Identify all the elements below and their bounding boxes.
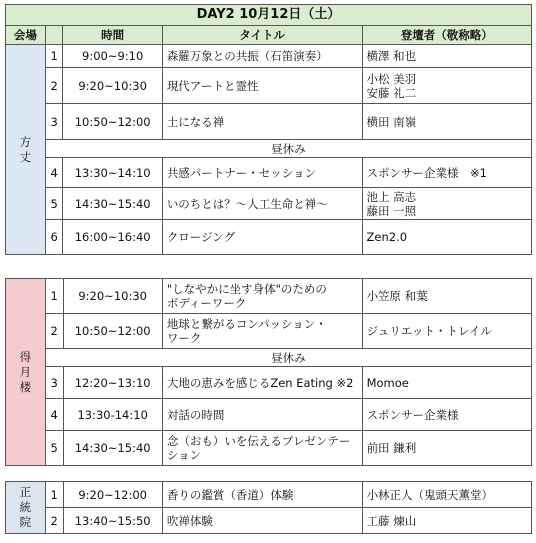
session-time: 9:20~12:00 — [63, 482, 162, 508]
session-number: 5 — [45, 431, 63, 466]
session-time: 10:50~12:00 — [63, 314, 162, 349]
session-number: 1 — [45, 45, 63, 68]
header-time: 時間 — [63, 26, 162, 45]
session-speaker: Zen2.0 — [362, 220, 531, 255]
session-row — [6, 220, 532, 255]
session-row — [6, 482, 532, 508]
session-time: 13:30-14:10 — [63, 399, 162, 431]
venue-name: 得月楼 — [19, 349, 32, 394]
session-time: 16:00~16:40 — [63, 220, 162, 255]
session-title: 対話の時間 — [162, 399, 362, 431]
session-title: 香りの鑑賞（香道）体験 — [162, 482, 362, 508]
session-title: 大地の恵みを感じるZen Eating ※2 — [162, 367, 362, 399]
session-row — [6, 431, 532, 466]
session-title: 吹禅体験 — [162, 508, 362, 534]
session-row — [6, 399, 532, 431]
session-time: 9:20~10:30 — [63, 68, 162, 104]
session-number: 4 — [45, 158, 63, 188]
break-row — [6, 349, 532, 367]
session-speaker: 小松 美羽 安藤 礼二 — [362, 68, 531, 104]
session-number: 5 — [45, 188, 63, 220]
session-title: "しなやかに坐す身体"のための ボディーワーク — [162, 279, 362, 314]
session-number: 6 — [45, 220, 63, 255]
session-speaker: 工藤 煉山 — [362, 508, 531, 534]
venue-cell — [6, 279, 46, 466]
session-speaker: ジュリエット・トレイル — [362, 314, 531, 349]
session-row — [6, 104, 532, 140]
session-number: 3 — [45, 104, 63, 140]
session-speaker: スポンサー企業様 ※1 — [362, 158, 531, 188]
session-speaker: 横澤 和也 — [362, 45, 531, 68]
session-speaker: 横田 南嶺 — [362, 104, 531, 140]
session-title: 念（おも）いを伝えるプレゼンテー ション — [162, 431, 362, 466]
header-title: タイトル — [162, 26, 362, 45]
session-row — [6, 188, 532, 220]
session-speaker: 池上 高志 藤田 一照 — [362, 188, 531, 220]
session-number: 3 — [45, 367, 63, 399]
lunch-break: 昼休み — [45, 349, 531, 367]
session-time: 14:30~15:40 — [63, 431, 162, 466]
session-title: 森羅万象との共振（石笛演奏） — [162, 45, 362, 68]
session-time: 9:20~10:30 — [63, 279, 162, 314]
session-time: 13:30~14:10 — [63, 158, 162, 188]
session-number: 4 — [45, 399, 63, 431]
session-title: 地球と繋がるコンパッション・ ワーク — [162, 314, 362, 349]
session-row — [6, 367, 532, 399]
session-title: クロージング — [162, 220, 362, 255]
session-time: 13:40~15:50 — [63, 508, 162, 534]
session-speaker: スポンサー企業様 — [362, 399, 531, 431]
venue-name: 方丈 — [19, 134, 32, 164]
venue-name: 正統院 — [19, 485, 32, 529]
session-speaker: 小笠原 和葉 — [362, 279, 531, 314]
header-row — [6, 26, 532, 45]
session-time: 14:30~15:40 — [63, 188, 162, 220]
schedule-table-tokugetsurou — [5, 278, 532, 466]
venue-cell — [6, 482, 46, 534]
session-time: 12:20~13:10 — [63, 367, 162, 399]
session-row — [6, 508, 532, 534]
lunch-break: 昼休み — [45, 140, 531, 158]
session-speaker: 前田 鎌利 — [362, 431, 531, 466]
schedule-title: DAY2 10月12日（土） — [6, 5, 532, 26]
session-number: 1 — [45, 279, 63, 314]
session-title: 土になる禅 — [162, 104, 362, 140]
session-time: 9:00~9:10 — [63, 45, 162, 68]
session-row — [6, 314, 532, 349]
session-row — [6, 45, 532, 68]
session-row — [6, 279, 532, 314]
session-title: 現代アートと霊性 — [162, 68, 362, 104]
session-number: 1 — [45, 482, 63, 508]
session-speaker: Momoe — [362, 367, 531, 399]
session-speaker: 小林正人（鬼頭天薫堂） — [362, 482, 531, 508]
session-number: 2 — [45, 314, 63, 349]
session-number: 2 — [45, 68, 63, 104]
session-number: 2 — [45, 508, 63, 534]
session-title: いのちとは？～人工生命と禅～ — [162, 188, 362, 220]
session-title: 共感パートナー・セッション — [162, 158, 362, 188]
venue-cell — [6, 45, 46, 255]
header-venue: 会場 — [6, 26, 46, 45]
header-speaker: 登壇者（敬称略） — [362, 26, 531, 45]
break-row — [6, 140, 532, 158]
session-row — [6, 68, 532, 104]
session-row — [6, 158, 532, 188]
schedule-table-houjou — [5, 4, 532, 255]
session-time: 10:50~12:00 — [63, 104, 162, 140]
header-number — [45, 26, 63, 45]
schedule-table-shoutouin — [5, 481, 532, 534]
